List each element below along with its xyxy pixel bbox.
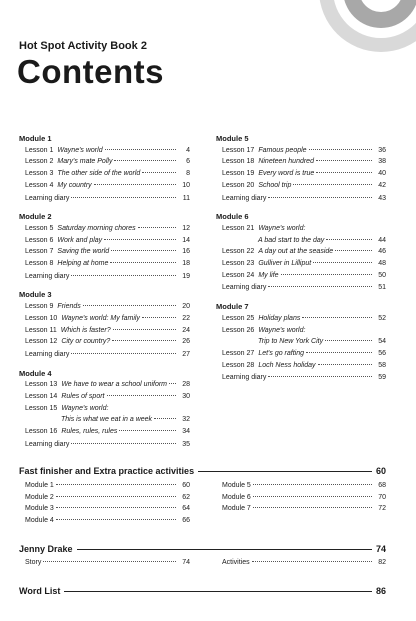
module-title: Module 2 — [19, 212, 52, 222]
lesson-entry[interactable] — [216, 223, 386, 235]
lesson-title: My life — [258, 271, 279, 279]
lesson-entry[interactable] — [216, 348, 386, 360]
lesson-title: Friends — [57, 303, 81, 311]
lesson-page-number: 34 — [182, 428, 190, 436]
lesson-title: Mary's mate Polly — [57, 158, 113, 166]
subsection-page: 70 — [378, 493, 386, 501]
dot-leader — [83, 305, 176, 306]
subsection-page: 82 — [378, 559, 386, 566]
lesson-page-number: 12 — [182, 224, 190, 232]
subsection-page: 68 — [378, 482, 386, 489]
lesson-title: A day out at the seaside — [258, 248, 334, 256]
lesson-page-number: 38 — [378, 158, 386, 166]
dot-leader — [326, 239, 372, 240]
lesson-title: My country — [57, 181, 92, 189]
dot-leader — [71, 443, 176, 444]
lesson-number: Lesson 18 — [222, 158, 255, 166]
dot-leader — [316, 160, 372, 161]
lesson-entry[interactable] — [216, 168, 386, 180]
lesson-page-number: 8 — [186, 170, 190, 178]
dot-leader — [302, 317, 372, 318]
lesson-title: Holiday plans — [258, 314, 301, 322]
lesson-title: Saturday morning chores — [57, 224, 136, 232]
lesson-title: Loch Ness holiday — [258, 361, 316, 369]
dot-leader — [253, 496, 372, 497]
lesson-entry[interactable] — [216, 360, 386, 372]
subsection-label: Module 4 — [25, 517, 54, 525]
subsection-page: 72 — [378, 505, 386, 513]
dot-leader — [119, 430, 176, 431]
lesson-number: Lesson 11 — [25, 326, 57, 334]
dot-leader — [142, 317, 176, 318]
learning-diary-entry[interactable] — [19, 438, 190, 451]
lesson-page-number: 50 — [378, 271, 386, 279]
page-title: Contents — [17, 53, 164, 90]
lesson-title: Wayne's world — [57, 146, 103, 154]
subsection-label: Module 7 — [222, 505, 251, 513]
dot-leader — [105, 149, 176, 150]
learning-diary-page: 19 — [182, 272, 190, 280]
jenny-drake-right-list — [216, 557, 386, 569]
subsection-label: Module 1 — [25, 482, 54, 489]
subsection-page: 64 — [182, 505, 190, 513]
lesson-page-number: 24 — [182, 326, 190, 334]
lesson-page-number: 44 — [378, 236, 386, 244]
fast-finisher-left-list — [19, 480, 190, 527]
lesson-title: City or country? — [61, 338, 111, 346]
lesson-entry[interactable] — [216, 156, 386, 168]
lesson-number: Lesson 28 — [222, 361, 255, 369]
subsection-label: Module 3 — [25, 505, 54, 513]
lesson-number: Lesson 5 — [25, 224, 54, 232]
dot-leader — [71, 353, 176, 354]
lesson-entry[interactable] — [19, 145, 190, 157]
module-block — [19, 289, 190, 360]
learning-diary-label: Learning diary — [25, 440, 70, 448]
section-rule — [64, 591, 372, 592]
lesson-number: Lesson 16 — [25, 428, 58, 436]
lesson-entry[interactable] — [19, 336, 190, 348]
learning-diary-page: 51 — [378, 284, 386, 292]
lesson-number: Lesson 13 — [25, 381, 58, 389]
learning-diary-entry[interactable] — [19, 192, 190, 205]
lesson-number: Lesson 20 — [222, 181, 255, 189]
lesson-number: Lesson 23 — [222, 260, 255, 268]
lesson-number: Lesson 26 — [222, 326, 255, 334]
lesson-entry[interactable] — [19, 403, 190, 415]
dot-leader — [268, 376, 372, 377]
dot-leader — [169, 383, 176, 384]
module-block — [216, 211, 386, 294]
lesson-entry[interactable] — [19, 223, 190, 235]
lesson-entry[interactable] — [19, 246, 190, 258]
lesson-title: Rules, rules, rules — [61, 428, 118, 436]
module-title: Module 1 — [19, 134, 52, 143]
subsection-entry[interactable] — [216, 480, 386, 492]
lesson-entry[interactable] — [19, 235, 190, 247]
subsection-entry[interactable] — [19, 503, 190, 515]
subsection-label: Module 5 — [222, 482, 251, 489]
subsection-page: 74 — [182, 559, 190, 566]
lesson-number: Lesson 27 — [222, 349, 255, 357]
learning-diary-page: 27 — [182, 350, 190, 358]
module-title: Module 5 — [216, 134, 249, 143]
subsection-entry[interactable] — [19, 492, 190, 504]
dot-leader — [112, 340, 176, 341]
lesson-title: This is what we eat in a week — [61, 416, 153, 424]
dot-leader — [268, 286, 372, 287]
lesson-entry[interactable] — [19, 414, 190, 426]
lesson-number: Lesson 4 — [25, 181, 54, 189]
fast-finisher-label: Fast finisher and Extra practice activities — [19, 466, 195, 476]
lesson-page-number: 28 — [182, 381, 190, 389]
book-title: Hot Spot Activity Book 2 — [19, 40, 147, 52]
contents-left-column — [19, 133, 190, 458]
lesson-page-number: 26 — [182, 338, 190, 346]
lesson-number: Lesson 19 — [222, 170, 255, 178]
learning-diary-label: Learning diary — [222, 374, 267, 382]
dot-leader — [114, 160, 176, 161]
lesson-page-number: 16 — [182, 248, 190, 256]
dot-leader — [154, 418, 176, 419]
lesson-number: Lesson 12 — [25, 338, 58, 346]
module-title: Module 4 — [19, 368, 52, 378]
dot-leader — [56, 484, 176, 485]
dot-leader — [111, 250, 176, 251]
lesson-page-number: 32 — [182, 416, 190, 424]
lesson-title: Helping at home — [57, 260, 109, 268]
lesson-page-number: 18 — [182, 260, 190, 268]
learning-diary-label: Learning diary — [222, 284, 267, 292]
lesson-entry[interactable] — [216, 336, 386, 348]
lesson-number: Lesson 14 — [25, 393, 58, 401]
lesson-entry[interactable] — [216, 325, 386, 337]
fast-finisher-page: 60 — [375, 466, 386, 476]
lesson-number: Lesson 6 — [25, 236, 54, 244]
lesson-title: A bad start to the day — [258, 236, 325, 244]
dot-leader — [71, 197, 176, 198]
dot-leader — [110, 262, 176, 263]
lesson-page-number: 58 — [378, 361, 386, 369]
subsection-entry[interactable] — [19, 480, 190, 492]
section-rule — [198, 471, 372, 472]
lesson-number: Lesson 7 — [25, 248, 54, 256]
lesson-number: Lesson 24 — [222, 271, 255, 279]
contents-right-column — [216, 133, 386, 391]
learning-diary-page: 59 — [378, 374, 386, 382]
dot-leader — [309, 149, 372, 150]
dot-leader — [252, 561, 372, 562]
dot-leader — [316, 172, 372, 173]
lesson-title: The other side of the world — [57, 170, 141, 178]
lesson-entry[interactable] — [19, 180, 190, 192]
lesson-page-number: 10 — [182, 181, 190, 189]
dot-leader — [56, 496, 176, 497]
lesson-entry[interactable] — [19, 426, 190, 438]
jenny-drake-label: Jenny Drake — [19, 544, 73, 554]
lesson-page-number: 20 — [182, 303, 190, 311]
lesson-title: Saving the world — [57, 248, 110, 256]
dot-leader — [325, 340, 372, 341]
lesson-title: Gulliver in Lilliput — [258, 260, 312, 268]
lesson-page-number: 40 — [378, 170, 386, 178]
lesson-entry[interactable] — [19, 301, 190, 313]
lesson-title: Work and play — [57, 236, 103, 244]
dot-leader — [113, 329, 176, 330]
learning-diary-page: 11 — [182, 194, 190, 202]
dot-leader — [107, 395, 177, 396]
lesson-title: Let's go rafting — [258, 349, 305, 357]
lesson-page-number: 52 — [378, 314, 386, 322]
fast-finisher-right-list — [216, 480, 386, 515]
lesson-page-number: 14 — [182, 236, 190, 244]
dot-leader — [43, 561, 176, 562]
subsection-label: Module 2 — [25, 493, 54, 501]
lesson-entry[interactable] — [19, 391, 190, 403]
module-title: Module 3 — [19, 290, 52, 300]
lesson-page-number: 46 — [378, 248, 386, 256]
lesson-entry[interactable] — [216, 258, 386, 270]
lesson-entry[interactable] — [19, 258, 190, 270]
subsection-page: 60 — [182, 482, 190, 489]
subsection-entry[interactable] — [216, 503, 386, 515]
lesson-number: Lesson 25 — [222, 314, 255, 322]
learning-diary-entry[interactable] — [19, 270, 190, 283]
lesson-number: Lesson 8 — [25, 260, 54, 268]
lesson-entry[interactable] — [216, 270, 386, 282]
lesson-entry[interactable] — [216, 246, 386, 258]
lesson-page-number: 56 — [378, 349, 386, 357]
subsection-entry[interactable] — [216, 557, 386, 569]
dot-leader — [306, 352, 372, 353]
lesson-page-number: 30 — [182, 393, 190, 401]
decorative-corner-circles — [296, 0, 416, 50]
learning-diary-label: Learning diary — [25, 350, 70, 358]
lesson-title: Wayne's world: — [61, 404, 109, 412]
lesson-title: Wayne's world: My family — [61, 314, 140, 322]
lesson-page-number: 6 — [186, 158, 190, 166]
lesson-entry[interactable] — [19, 168, 190, 180]
lesson-title: Famous people — [258, 146, 307, 154]
module-block — [216, 133, 386, 204]
word-list-page: 86 — [375, 586, 386, 596]
dot-leader — [293, 184, 372, 185]
lesson-title: Wayne's world: — [258, 326, 306, 334]
lesson-entry[interactable] — [216, 313, 386, 325]
learning-diary-label: Learning diary — [25, 194, 70, 202]
lesson-entry[interactable] — [216, 235, 386, 247]
lesson-number: Lesson 22 — [222, 248, 255, 256]
lesson-number: Lesson 3 — [25, 170, 54, 178]
lesson-title: We have to wear a school uniform — [61, 381, 168, 389]
lesson-title: School trip — [258, 181, 292, 189]
lesson-entry[interactable] — [19, 325, 190, 337]
module-title: Module 6 — [216, 212, 249, 222]
lesson-title: Which is faster? — [60, 326, 111, 334]
learning-diary-label: Learning diary — [25, 272, 70, 280]
lesson-number: Lesson 9 — [25, 303, 54, 311]
subsection-page: 66 — [182, 517, 190, 525]
jenny-drake-heading[interactable] — [19, 544, 386, 554]
dot-leader — [318, 364, 372, 365]
lesson-entry[interactable] — [216, 180, 386, 192]
module-block — [19, 133, 190, 204]
lesson-title: Nineteen hundred — [258, 158, 314, 166]
subsection-label: Story — [25, 559, 42, 566]
learning-diary-entry[interactable] — [216, 281, 386, 294]
subsection-entry[interactable] — [19, 557, 190, 569]
word-list-label: Word List — [19, 586, 61, 596]
lesson-title: Every word is true — [258, 170, 315, 178]
dot-leader — [138, 227, 176, 228]
lesson-number: Lesson 1 — [25, 146, 54, 154]
dot-leader — [281, 274, 372, 275]
lesson-number: Lesson 2 — [25, 158, 54, 166]
lesson-page-number: 42 — [378, 181, 386, 189]
learning-diary-entry[interactable] — [19, 348, 190, 361]
lesson-entry[interactable] — [216, 145, 386, 157]
dot-leader — [56, 507, 176, 508]
section-rule — [77, 549, 372, 550]
lesson-title: Rules of sport — [61, 393, 105, 401]
module-block — [19, 368, 190, 451]
jenny-drake-page: 74 — [375, 544, 386, 554]
lesson-page-number: 22 — [182, 314, 190, 322]
dot-leader — [104, 239, 176, 240]
learning-diary-label: Learning diary — [222, 194, 267, 202]
lesson-number: Lesson 15 — [25, 404, 58, 412]
module-block — [19, 211, 190, 282]
subsection-label: Module 6 — [222, 493, 251, 501]
dot-leader — [253, 484, 372, 485]
learning-diary-entry[interactable] — [216, 371, 386, 384]
subsection-label: Activities — [222, 559, 250, 566]
dot-leader — [313, 262, 372, 263]
dot-leader — [253, 507, 372, 508]
word-list-heading[interactable] — [19, 586, 386, 596]
subsection-entry[interactable] — [216, 492, 386, 504]
dot-leader — [268, 197, 372, 198]
dot-leader — [56, 519, 176, 520]
subsection-entry[interactable] — [19, 515, 190, 527]
lesson-page-number: 36 — [378, 146, 386, 154]
dot-leader — [142, 172, 176, 173]
fast-finisher-heading[interactable] — [19, 466, 386, 476]
learning-diary-page: 43 — [378, 194, 386, 202]
lesson-page-number: 4 — [186, 146, 190, 154]
dot-leader — [335, 250, 372, 251]
dot-leader — [94, 184, 176, 185]
lesson-number: Lesson 17 — [222, 146, 255, 154]
lesson-entry[interactable] — [19, 156, 190, 168]
lesson-title: Wayne's world: — [258, 224, 306, 232]
jenny-drake-left-list — [19, 557, 190, 569]
lesson-page-number: 54 — [378, 338, 386, 346]
lesson-entry[interactable] — [19, 379, 190, 391]
learning-diary-entry[interactable] — [216, 192, 386, 205]
lesson-title: Trip to New York City — [258, 338, 324, 346]
dot-leader — [71, 275, 176, 276]
lesson-page-number: 48 — [378, 260, 386, 268]
lesson-entry[interactable] — [19, 313, 190, 325]
lesson-number: Lesson 10 — [25, 314, 58, 322]
learning-diary-page: 35 — [182, 440, 190, 448]
subsection-page: 62 — [182, 493, 190, 501]
module-title: Module 7 — [216, 302, 249, 312]
module-block — [216, 301, 386, 384]
lesson-number: Lesson 21 — [222, 224, 255, 232]
